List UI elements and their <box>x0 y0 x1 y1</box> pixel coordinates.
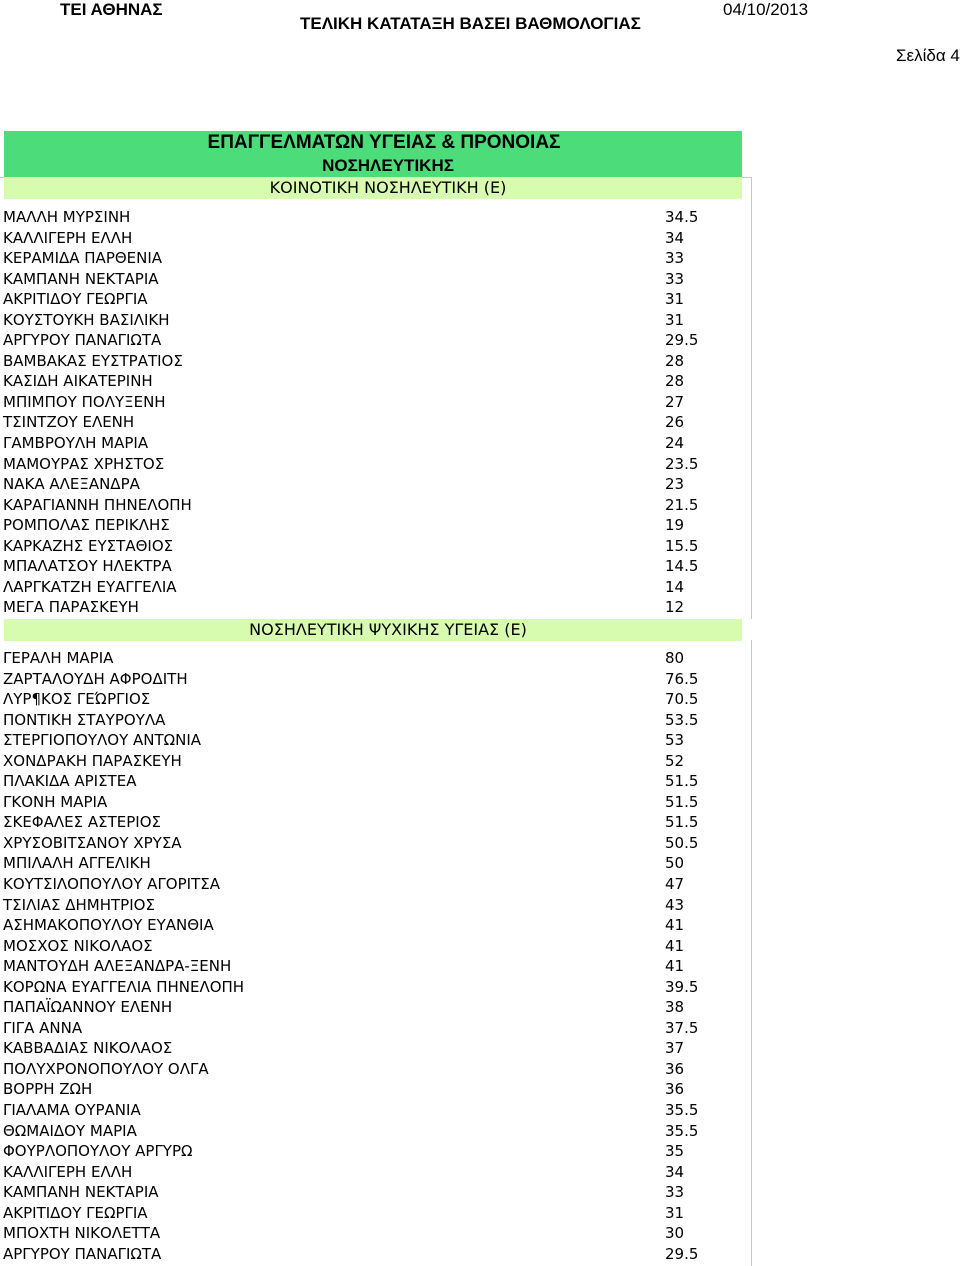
candidate-score: 47 <box>665 875 685 894</box>
candidate-score: 41 <box>665 916 685 935</box>
candidate-name: ΖΑΡΤΑΛΟΥΔΗ ΑΦΡΟΔΙΤΗ <box>3 669 188 688</box>
candidate-score: 12 <box>665 598 685 617</box>
candidate-score: 35 <box>665 1142 685 1161</box>
candidate-name: ΑΚΡΙΤΙΔΟΥ ΓΕΩΡΓΙΑ <box>3 290 148 309</box>
candidate-score: 37 <box>665 1039 685 1058</box>
table-row <box>0 1018 751 1039</box>
candidate-name: ΜΕΓΑ ΠΑΡΑΣΚΕΥΗ <box>3 598 139 617</box>
candidate-score: 51.5 <box>665 813 699 832</box>
table-row <box>0 392 751 413</box>
candidate-name: ΒΑΜΒΑΚΑΣ ΕΥΣΤΡΑΤΙΟΣ <box>3 351 183 370</box>
candidate-name: ΓΚΟΝΗ ΜΑΡΙΑ <box>3 792 108 811</box>
candidate-name: ΚΟΥΤΣΙΛΟΠΟΥΛΟΥ ΑΓΟΡΙΤΣΑ <box>3 875 220 894</box>
candidate-score: 51.5 <box>665 792 699 811</box>
table-row <box>0 515 751 536</box>
candidate-score: 38 <box>665 998 685 1017</box>
table-row <box>0 874 751 895</box>
candidate-name: ΦΟΥΡΛΟΠΟΥΛΟΥ ΑΡΓΥΡΩ <box>3 1142 193 1161</box>
candidate-name: ΑΚΡΙΤΙΔΟΥ ΓΕΩΡΓΙΑ <box>3 1203 148 1222</box>
table-row <box>0 412 751 433</box>
section-title-community-nursing: ΚΟΙΝΟΤΙΚΗ ΝΟΣΗΛΕΥΤΙΚΗ (Ε) <box>4 177 742 199</box>
candidate-name: ΚΑΡΚΑΖΗΣ ΕΥΣΤΑΘΙΟΣ <box>3 536 174 555</box>
candidate-name: ΚΑΛΛΙΓΕΡΗ ΕΛΛΗ <box>3 1162 133 1181</box>
candidate-score: 41 <box>665 936 685 955</box>
candidate-name: ΠΛΑΚΙΔΑ ΑΡΙΣΤΕΑ <box>3 772 137 791</box>
table-row <box>0 577 751 598</box>
table-row <box>0 248 751 269</box>
candidate-name: ΜΑΝΤΟΥΔΗ ΑΛΕΞΑΝΔΡΑ-ΞΕΝΗ <box>3 957 232 976</box>
table-row <box>0 1121 751 1142</box>
candidate-score: 30 <box>665 1224 685 1243</box>
candidate-score: 19 <box>665 516 685 535</box>
candidate-score: 14 <box>665 577 685 596</box>
table-row <box>0 669 751 690</box>
candidate-score: 70.5 <box>665 690 699 709</box>
table-row <box>0 710 751 731</box>
ranking-list-mental-health-nursing <box>0 648 751 1264</box>
candidate-name: ΓΕΡΑΛΗ ΜΑΡΙΑ <box>3 649 114 667</box>
candidate-score: 33 <box>665 269 685 288</box>
page-number: Σελίδα 4 <box>896 46 960 65</box>
faculty-heading: ΕΠΑΓΓΕΛΜΑΤΩΝ ΥΓΕΙΑΣ & ΠΡΟΝΟΙΑΣ <box>4 131 742 154</box>
table-row <box>0 289 751 310</box>
table-row <box>0 536 751 557</box>
table-row <box>0 751 751 772</box>
candidate-name: ΛΥΡ¶ΚΟΣ ΓΕΏΡΓΙΟΣ <box>3 690 151 709</box>
table-row <box>0 1141 751 1162</box>
candidate-name: ΑΡΓΥΡΟΥ ΠΑΝΑΓΙΩΤΑ <box>3 1244 162 1263</box>
candidate-name: ΡΟΜΠΟΛΑΣ ΠΕΡΙΚΛΗΣ <box>3 516 170 535</box>
candidate-name: ΜΠΟΧΤΗ ΝΙΚΟΛΕΤΤΑ <box>3 1224 161 1243</box>
institution-name: ΤΕΙ ΑΘΗΝΑΣ <box>60 0 163 19</box>
candidate-score: 21.5 <box>665 495 699 514</box>
candidate-name: ΜΑΜΟΥΡΑΣ ΧΡΗΣΤΟΣ <box>3 454 165 473</box>
table-row <box>0 915 751 936</box>
candidate-name: ΚΕΡΑΜΙΔΑ ΠΑΡΘΕΝΙΑ <box>3 249 163 268</box>
table-row <box>0 956 751 977</box>
table-row <box>0 1244 751 1265</box>
candidate-name: ΧΡΥΣΟΒΙΤΣΑΝΟΥ ΧΡΥΣΑ <box>3 833 182 852</box>
candidate-score: 31 <box>665 1203 685 1222</box>
table-row <box>0 207 751 228</box>
table-row <box>0 474 751 495</box>
candidate-score: 15.5 <box>665 536 699 555</box>
candidate-score: 33 <box>665 1183 685 1202</box>
table-row <box>0 895 751 916</box>
candidate-score: 31 <box>665 290 685 309</box>
table-row <box>0 454 751 475</box>
table-row <box>0 833 751 854</box>
candidate-name: ΜΠΙΛΑΛΗ ΑΓΓΕΛΙΚΗ <box>3 854 151 873</box>
candidate-score: 27 <box>665 392 685 411</box>
candidate-name: ΘΩΜΑΙΔΟΥ ΜΑΡΙΑ <box>3 1121 137 1140</box>
candidate-name: ΠΟΝΤΙΚΗ ΣΤΑΥΡΟΥΛΑ <box>3 710 166 729</box>
table-row <box>0 977 751 998</box>
candidate-score: 53.5 <box>665 710 699 729</box>
report-date: 04/10/2013 <box>723 0 809 19</box>
table-row <box>0 310 751 331</box>
candidate-score: 80 <box>665 649 685 667</box>
department-heading: ΝΟΣΗΛΕΥΤΙΚΗΣ <box>4 154 742 177</box>
table-row <box>0 495 751 516</box>
candidate-score: 28 <box>665 351 685 370</box>
candidate-score: 34 <box>665 228 685 247</box>
candidate-name: ΝΑΚΑ ΑΛΕΞΑΝΔΡΑ <box>3 475 140 494</box>
candidate-score: 36 <box>665 1080 685 1099</box>
candidate-name: ΤΣΙΛΙΑΣ ΔΗΜΗΤΡΙΟΣ <box>3 895 155 914</box>
candidate-score: 14.5 <box>665 557 699 576</box>
candidate-score: 34 <box>665 1162 685 1181</box>
candidate-score: 24 <box>665 434 685 453</box>
table-row <box>0 1223 751 1244</box>
candidate-score: 34.5 <box>665 208 699 226</box>
table-row <box>0 689 751 710</box>
candidate-score: 39.5 <box>665 977 699 996</box>
table-row <box>0 351 751 372</box>
candidate-score: 41 <box>665 957 685 976</box>
candidate-score: 51.5 <box>665 772 699 791</box>
candidate-name: ΠΑΠΑΪΩΑΝΝΟΥ ΕΛΕΝΗ <box>3 998 173 1017</box>
candidate-name: ΚΑΣΙΔΗ ΑΙΚΑΤΕΡΙΝΗ <box>3 372 153 391</box>
candidate-name: ΒΟΡΡΗ ΖΩΗ <box>3 1080 93 1099</box>
candidate-score: 23.5 <box>665 454 699 473</box>
candidate-name: ΓΙΑΛΑΜΑ ΟΥΡΑΝΙΑ <box>3 1101 141 1120</box>
candidate-score: 52 <box>665 751 685 770</box>
candidate-name: ΚΑΛΛΙΓΕΡΗ ΕΛΛΗ <box>3 228 133 247</box>
table-row <box>0 1162 751 1183</box>
candidate-name: ΚΑΜΠΑΝΗ ΝΕΚΤΑΡΙΑ <box>3 1183 159 1202</box>
report-title: ΤΕΛΙΚΗ ΚΑΤΑΤΑΞΗ ΒΑΣΕΙ ΒΑΘΜΟΛΟΓΙΑΣ <box>300 14 641 33</box>
candidate-name: ΜΟΣΧΟΣ ΝΙΚΟΛΑΟΣ <box>3 936 153 955</box>
table-row <box>0 936 751 957</box>
candidate-name: ΛΑΡΓΚΑΤΖΗ ΕΥΑΓΓΕΛΙΑ <box>3 577 177 596</box>
candidate-score: 76.5 <box>665 669 699 688</box>
candidate-score: 29.5 <box>665 331 699 350</box>
table-row <box>0 597 751 618</box>
candidate-score: 37.5 <box>665 1018 699 1037</box>
table-row <box>0 1100 751 1121</box>
candidate-score: 28 <box>665 372 685 391</box>
candidate-name: ΣΤΕΡΓΙΟΠΟΥΛΟΥ ΑΝΤΩΝΙΑ <box>3 731 202 750</box>
table-row <box>0 792 751 813</box>
candidate-name: ΣΚΕΦΑΛΕΣ ΑΣΤΕΡΙΟΣ <box>3 813 161 832</box>
candidate-name: ΤΣΙΝΤΖΟΥ ΕΛΕΝΗ <box>3 413 135 432</box>
table-row <box>0 812 751 833</box>
candidate-score: 43 <box>665 895 685 914</box>
table-row <box>0 330 751 351</box>
candidate-score: 23 <box>665 475 685 494</box>
table-row <box>0 853 751 874</box>
table-row <box>0 433 751 454</box>
table-row <box>0 1059 751 1080</box>
candidate-score: 29.5 <box>665 1244 699 1263</box>
candidate-name: ΚΟΥΣΤΟΥΚΗ ΒΑΣΙΛΙΚΗ <box>3 310 170 329</box>
candidate-name: ΑΣΗΜΑΚΟΠΟΥΛΟΥ ΕΥΑΝΘΙΑ <box>3 916 214 935</box>
table-row <box>0 1203 751 1224</box>
candidate-score: 35.5 <box>665 1101 699 1120</box>
ranking-list-community-nursing <box>0 207 751 618</box>
candidate-score: 50 <box>665 854 685 873</box>
candidate-name: ΚΟΡΩΝΑ ΕΥΑΓΓΕΛΙΑ ΠΗΝΕΛΟΠΗ <box>3 977 245 996</box>
table-row <box>0 1182 751 1203</box>
candidate-name: ΜΠΑΛΑΤΣΟΥ ΗΛΕΚΤΡΑ <box>3 557 172 576</box>
candidate-name: ΠΟΛΥΧΡΟΝΟΠΟΥΛΟΥ ΟΛΓΑ <box>3 1059 209 1078</box>
candidate-name: ΓΙΓΑ ΑΝΝΑ <box>3 1018 83 1037</box>
candidate-name: ΧΟΝΔΡΑΚΗ ΠΑΡΑΣΚΕΥΗ <box>3 751 182 770</box>
table-row <box>0 997 751 1018</box>
table-row <box>0 771 751 792</box>
candidate-name: ΜΠΙΜΠΟΥ ΠΟΛΥΞΕΝΗ <box>3 392 166 411</box>
candidate-name: ΑΡΓΥΡΟΥ ΠΑΝΑΓΙΩΤΑ <box>3 331 162 350</box>
table-row <box>0 556 751 577</box>
table-row <box>0 1038 751 1059</box>
table-row <box>0 648 751 669</box>
candidate-score: 31 <box>665 310 685 329</box>
candidate-score: 35.5 <box>665 1121 699 1140</box>
table-row <box>0 1079 751 1100</box>
candidate-score: 36 <box>665 1059 685 1078</box>
candidate-name: ΚΑΒΒΑΔΙΑΣ ΝΙΚΟΛΑΟΣ <box>3 1039 173 1058</box>
table-row <box>0 269 751 290</box>
section-title-mental-health-nursing: ΝΟΣΗΛΕΥΤΙΚΗ ΨΥΧΙΚΗΣ ΥΓΕΙΑΣ (Ε) <box>4 619 742 641</box>
candidate-score: 26 <box>665 413 685 432</box>
table-row <box>0 730 751 751</box>
table-row <box>0 371 751 392</box>
candidate-name: ΜΑΛΛΗ ΜΥΡΣΙΝΗ <box>3 208 131 226</box>
table-row <box>0 228 751 249</box>
candidate-score: 33 <box>665 249 685 268</box>
candidate-score: 53 <box>665 731 685 750</box>
candidate-score: 50.5 <box>665 833 699 852</box>
candidate-name: ΚΑΡΑΓΙΑΝΝΗ ΠΗΝΕΛΟΠΗ <box>3 495 192 514</box>
candidate-name: ΚΑΜΠΑΝΗ ΝΕΚΤΑΡΙΑ <box>3 269 159 288</box>
candidate-name: ΓΑΜΒΡΟΥΛΗ ΜΑΡΙΑ <box>3 434 149 453</box>
